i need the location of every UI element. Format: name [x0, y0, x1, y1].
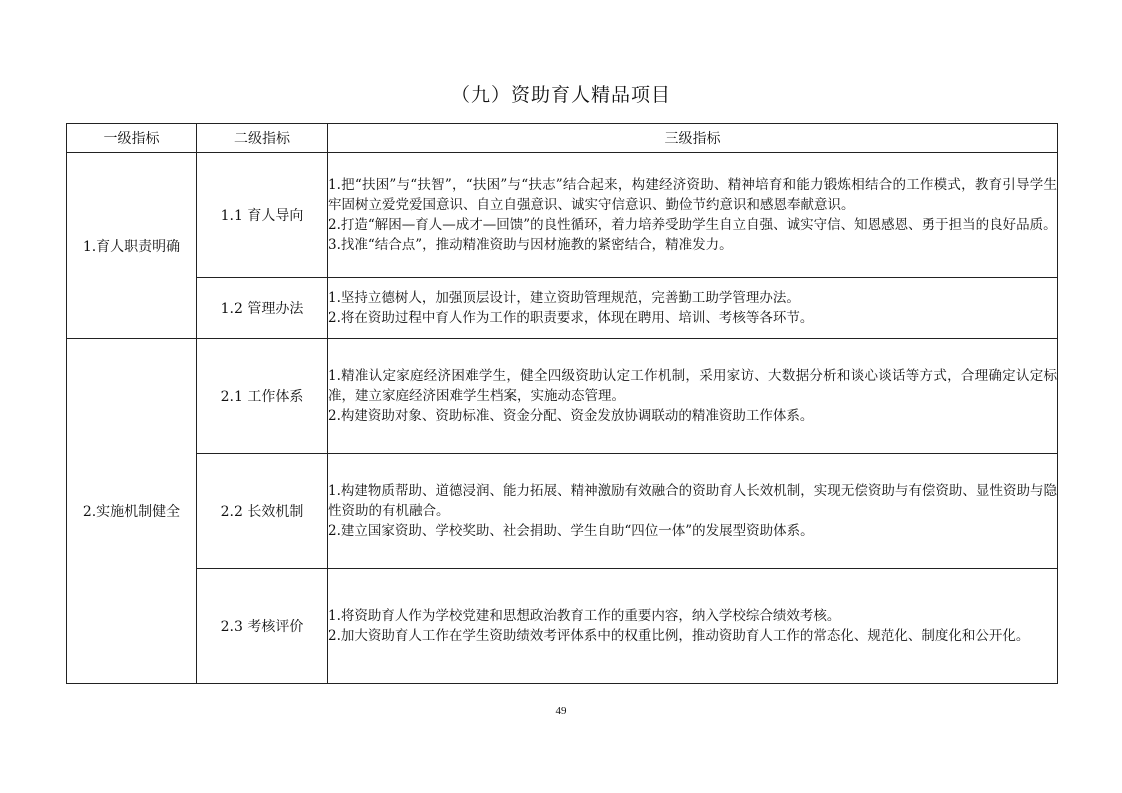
table-row: [67, 454, 1058, 569]
level3-item: 1.把“扶困”与“扶智”，“扶困”与“扶志”结合起来，构建经济资助、精神培育和能力锻炼相结合的工作模式，教育引导学生牢固树立爱党爱国意识、自立自强意识、诚实守信意识、勤俭节约意识和感恩奉献意识。: [328, 177, 1057, 213]
level3-cell: [328, 278, 1058, 339]
level3-item: 2.打造“解困—育人—成才—回馈”的良性循环，着力培养受助学生自立自强、诚实守信、知恩感恩、勇于担当的良好品质。: [328, 217, 1057, 233]
page-title: （九）资助育人精品项目: [450, 84, 671, 106]
level2-cell: 2.2 长效机制: [197, 454, 328, 569]
level3-item: 1.将资助育人作为学校党建和思想政治教育工作的重要内容，纳入学校综合绩效考核。: [328, 608, 841, 624]
level3-cell: [328, 153, 1058, 278]
indicator-table: [66, 123, 1058, 684]
level3-cell: [328, 454, 1058, 569]
level1-cell: 1.育人职责明确: [67, 153, 197, 339]
header-level1: 一级指标: [67, 124, 197, 153]
level2-cell: 2.1 工作体系: [197, 339, 328, 454]
level1-cell: 2.实施机制健全: [67, 339, 197, 684]
level3-item: 2.加大资助育人工作在学生资助绩效考评体系中的权重比例，推动资助育人工作的常态化、规范化、制度化和公开化。: [328, 628, 1030, 644]
table-row: [67, 569, 1058, 684]
page-number: 49: [555, 705, 567, 717]
header-level2: 二级指标: [197, 124, 328, 153]
level3-item: 2.将在资助过程中育人作为工作的职责要求，体现在聘用、培训、考核等各环节。: [328, 310, 814, 326]
level2-cell: 1.2 管理办法: [197, 278, 328, 339]
level3-item: 2.建立国家资助、学校奖助、社会捐助、学生自助“四位一体”的发展型资助体系。: [328, 523, 814, 539]
level2-cell: 1.1 育人导向: [197, 153, 328, 278]
table-row: [67, 278, 1058, 339]
table-row: [67, 153, 1058, 278]
table-header-row: [67, 124, 1058, 153]
level3-item: 3.找准“结合点”，推动精准资助与因材施教的紧密结合，精准发力。: [328, 237, 733, 253]
level3-item: 2.构建资助对象、资助标准、资金分配、资金发放协调联动的精准资助工作体系。: [328, 408, 814, 424]
header-level3: 三级指标: [328, 124, 1058, 153]
table-row: [67, 339, 1058, 454]
level3-item: 1.坚持立德树人，加强顶层设计，建立资助管理规范，完善勤工助学管理办法。: [328, 290, 800, 306]
level3-item: 1.精准认定家庭经济困难学生，健全四级资助认定工作机制，采用家访、大数据分析和谈心谈话等方式，合理确定认定标准，建立家庭经济困难学生档案，实施动态管理。: [328, 368, 1057, 404]
level2-cell: 2.3 考核评价: [197, 569, 328, 684]
level3-item: 1.构建物质帮助、道德浸润、能力拓展、精神激励有效融合的资助育人长效机制，实现无偿资助与有偿资助、显性资助与隐性资助的有机融合。: [328, 483, 1057, 519]
level3-cell: [328, 569, 1058, 684]
level3-cell: [328, 339, 1058, 454]
